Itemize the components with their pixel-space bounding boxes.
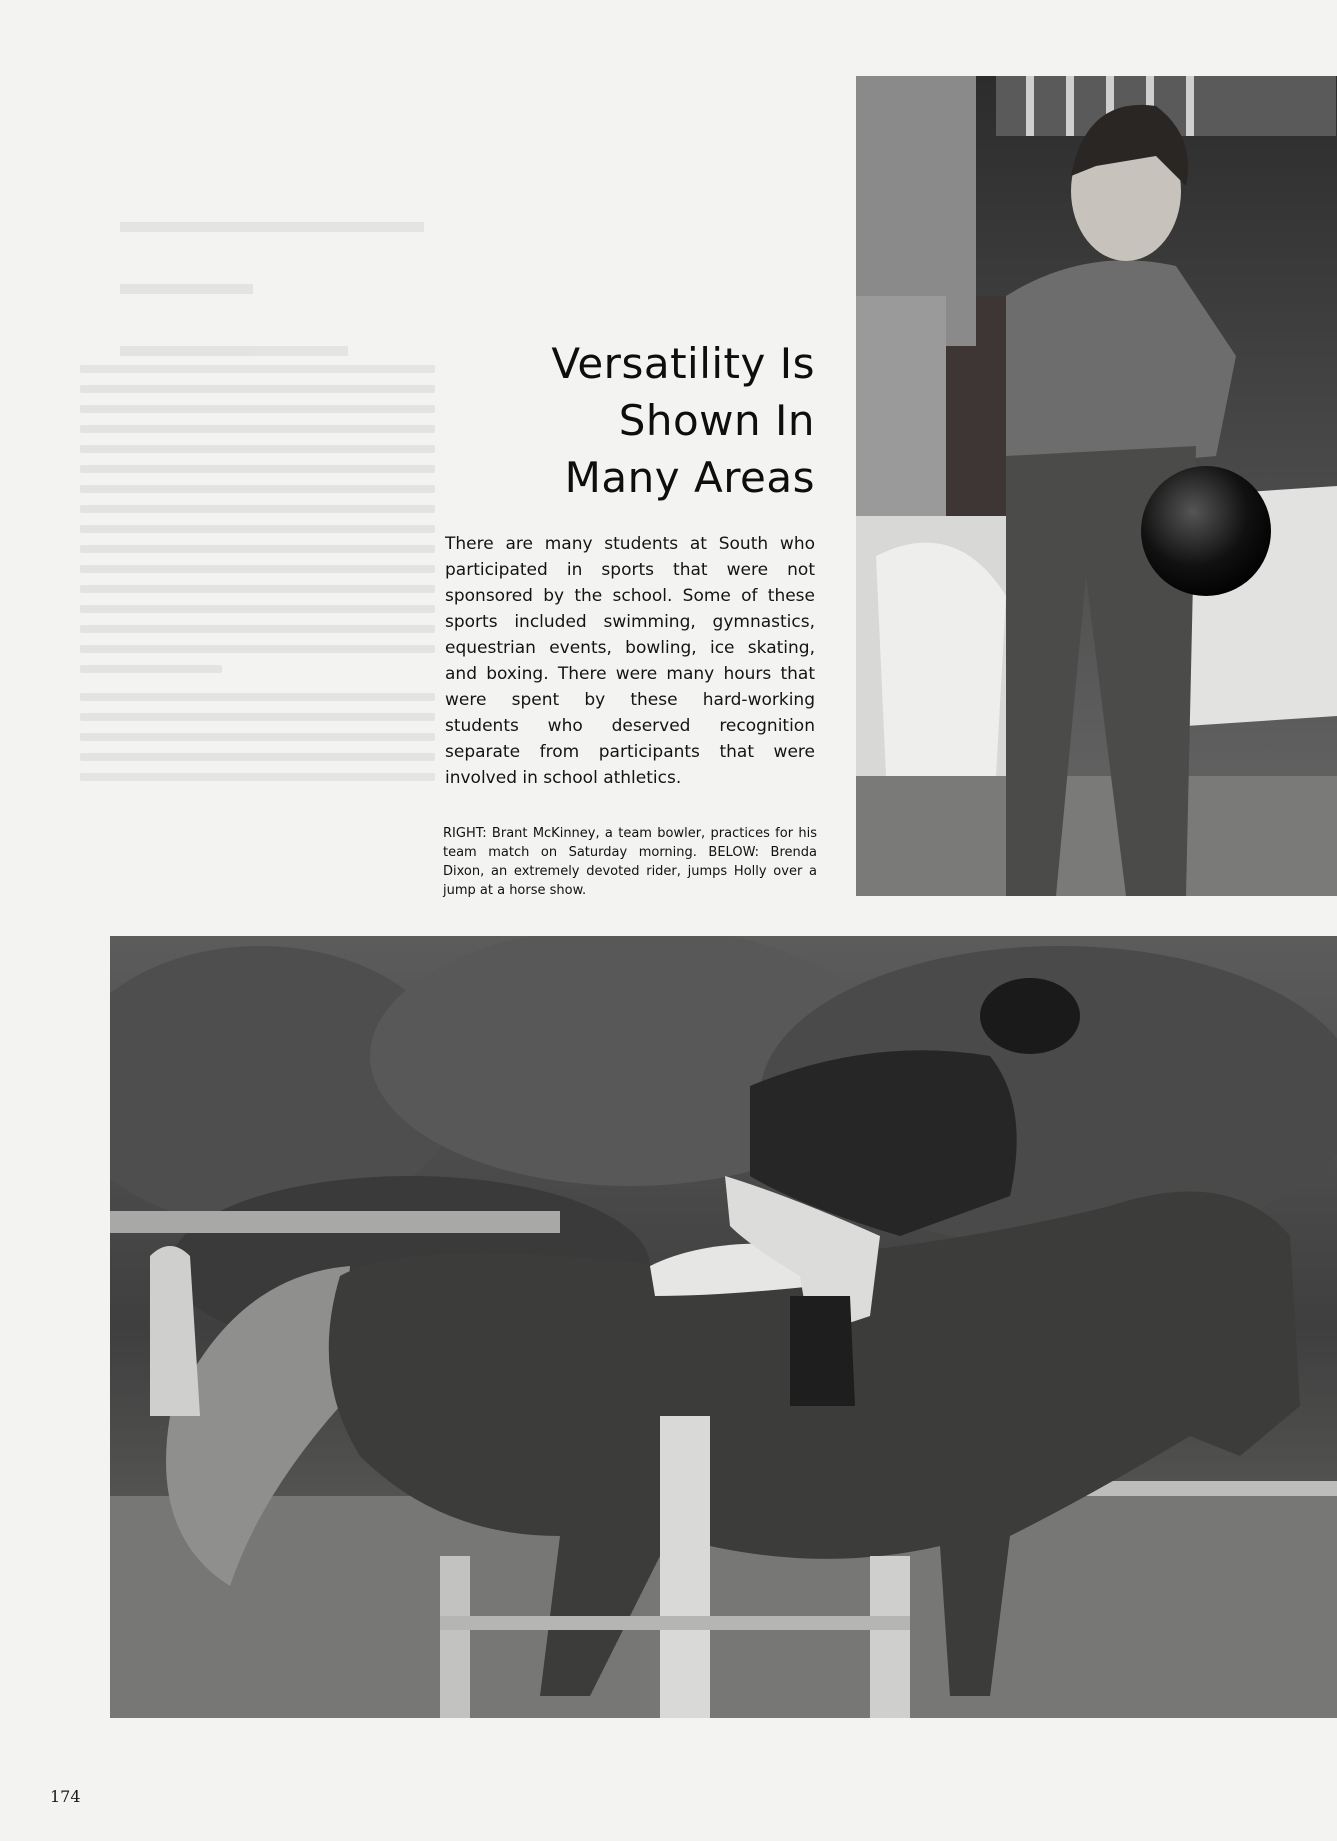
headline-line-2: Shown In [618,396,815,445]
page-headline [430,335,815,506]
bleed-through-text [80,365,435,793]
horse-jump-photo [110,936,1337,1718]
bleed-through-heading [120,160,500,356]
headline-line-1: Versatility Is [551,339,815,388]
article-body: There are many students at South who participated in sports that were not sponsored by the school. Some of these sports included swimming, gymnastics, equestrian events, bowling, ice skating, and boxing. There were many hours that were spent by these hard-working students who deserved recognition separate from participants that were involved in school athletics. [445,534,815,788]
page-number: 174 [50,1787,81,1806]
headline-line-3: Many Areas [564,453,815,502]
bowler-photo [856,76,1337,896]
photo-caption: RIGHT: Brant McKinney, a team bowler, practices for his team match on Saturday morning. BELOW: Brenda Dixon, an extremely devoted rider, jumps Holly over a jump at a horse show. [443,826,817,898]
